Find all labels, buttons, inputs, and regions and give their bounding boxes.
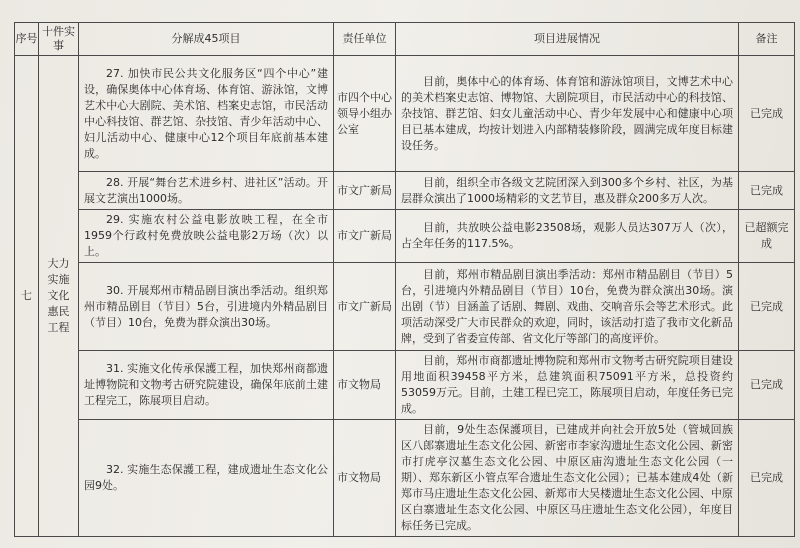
responsible-unit: 市文广新局 <box>334 263 396 351</box>
status-note: 已超额完成 <box>739 210 795 263</box>
header-note: 备注 <box>739 23 795 56</box>
header-ten-items: 十件实事 <box>39 23 79 56</box>
table-row <box>15 263 795 351</box>
progress-text: 目前，郑州市精品剧目演出季活动：郑州市精品剧目（节目）5台，引进境内外精品剧目（节目）10台，免费为群众演出30场。演出剧（节）目涵盖了话剧、舞剧、戏曲、交响音乐会等艺术形式。此项活动深受广大市民群众的欢迎，同时，该活动打造了我市文化新品牌，受到了省委宣传部、省文化厅等部门的高度评价。 <box>396 263 739 351</box>
progress-text: 目前，奥体中心的体育场、体育馆和游泳馆项目，文博艺术中心的美术档案史志馆、博物馆、大剧院项目，市民活动中心的科技馆、杂技馆、群艺馆、妇女儿童活动中心、青少年发展中心和健康中心项目已基本建成，均按计划进入内部精装修阶段，圆满完成年度目标建设任务。 <box>396 56 739 172</box>
header-project-items: 分解成45项目 <box>79 23 334 56</box>
table-header-row <box>15 23 795 56</box>
group-title: 大力实施文化惠民工程 <box>39 56 79 537</box>
project-item: 30. 开展郑州市精品剧目演出季活动。组织郑州市精品剧目（节目）5台，引进境内外精品剧目（节目）10台，免费为群众演出30场。 <box>79 263 334 351</box>
progress-text: 目前，共放映公益电影23508场，观影人员达307万人（次），占全年任务的117.5%。 <box>396 210 739 263</box>
header-seq: 序号 <box>15 23 39 56</box>
responsible-unit: 市文物局 <box>334 351 396 420</box>
group-seq: 七 <box>15 56 39 537</box>
header-progress: 项目进展情况 <box>396 23 739 56</box>
project-item: 27. 加快市民公共文化服务区“四个中心”建设，确保奥体中心体育场、体育馆、游泳馆，文博艺术中心大剧院、美术馆、档案史志馆，市民活动中心科技馆、群艺馆、杂技馆、青少年活动中心、妇儿活动中心、健康中心12个项目年底前基本建成。 <box>79 56 334 172</box>
status-note: 已完成 <box>739 351 795 420</box>
project-item: 29. 实施农村公益电影放映工程，在全市1959个行政村免费放映公益电影2万场（次）以上。 <box>79 210 334 263</box>
responsible-unit: 市四个中心领导小组办公室 <box>334 56 396 172</box>
table-row <box>15 210 795 263</box>
status-note: 已完成 <box>739 172 795 210</box>
header-responsible-unit: 责任单位 <box>334 23 396 56</box>
project-item: 32. 实施生态保護工程，建成遗址生态文化公园9处。 <box>79 420 334 537</box>
table-row <box>15 351 795 420</box>
project-item: 31. 实施文化传承保護工程，加快郑州商都遗址博物院和文物考古研究院建设，确保年底前土建工程完工，陈展项目启动。 <box>79 351 334 420</box>
table-row <box>15 420 795 537</box>
responsible-unit: 市文广新局 <box>334 210 396 263</box>
status-note: 已完成 <box>739 263 795 351</box>
table-row <box>15 56 795 172</box>
project-item: 28. 开展“舞台艺术进乡村、进社区”活动。开展文艺演出1000场。 <box>79 172 334 210</box>
progress-text: 目前，9处生态保護项目，已建成并向社会开放5处（管城回族区八郎寨遗址生态文化公园、新密市李家沟遗址生态文化公园、新密市打虎亭汉墓生态文化公园、中原区庙沟遗址生态文化公园（一期）、郑东新区小管点军合遗址生态文化公园）；已基本建成4处（新郑市马庄遗址生态文化公园、新郑市大吴楼遗址生态文化公园、中原区白寨遗址生态文化公园、中原区马庄遗址生态文化公园），年度目标任务已完成。 <box>396 420 739 537</box>
responsible-unit: 市文物局 <box>334 420 396 537</box>
progress-text: 目前，郑州市商都遗址博物院和郑州市文物考古研究院项目建设用地面积39458平方米，总建筑面积75091平方米，总投资约53059万元。目前，土建工程已完工，陈展项目启动，年度任务已完成。 <box>396 351 739 420</box>
status-note: 已完成 <box>739 56 795 172</box>
table-row <box>15 172 795 210</box>
status-note: 已完成 <box>739 420 795 537</box>
progress-table <box>14 22 795 537</box>
progress-text: 目前，组织全市各级文艺院团深入到300多个乡村、社区，为基层群众演出了1000场精彩的文艺节目，惠及群众200多万人次。 <box>396 172 739 210</box>
responsible-unit: 市文广新局 <box>334 172 396 210</box>
